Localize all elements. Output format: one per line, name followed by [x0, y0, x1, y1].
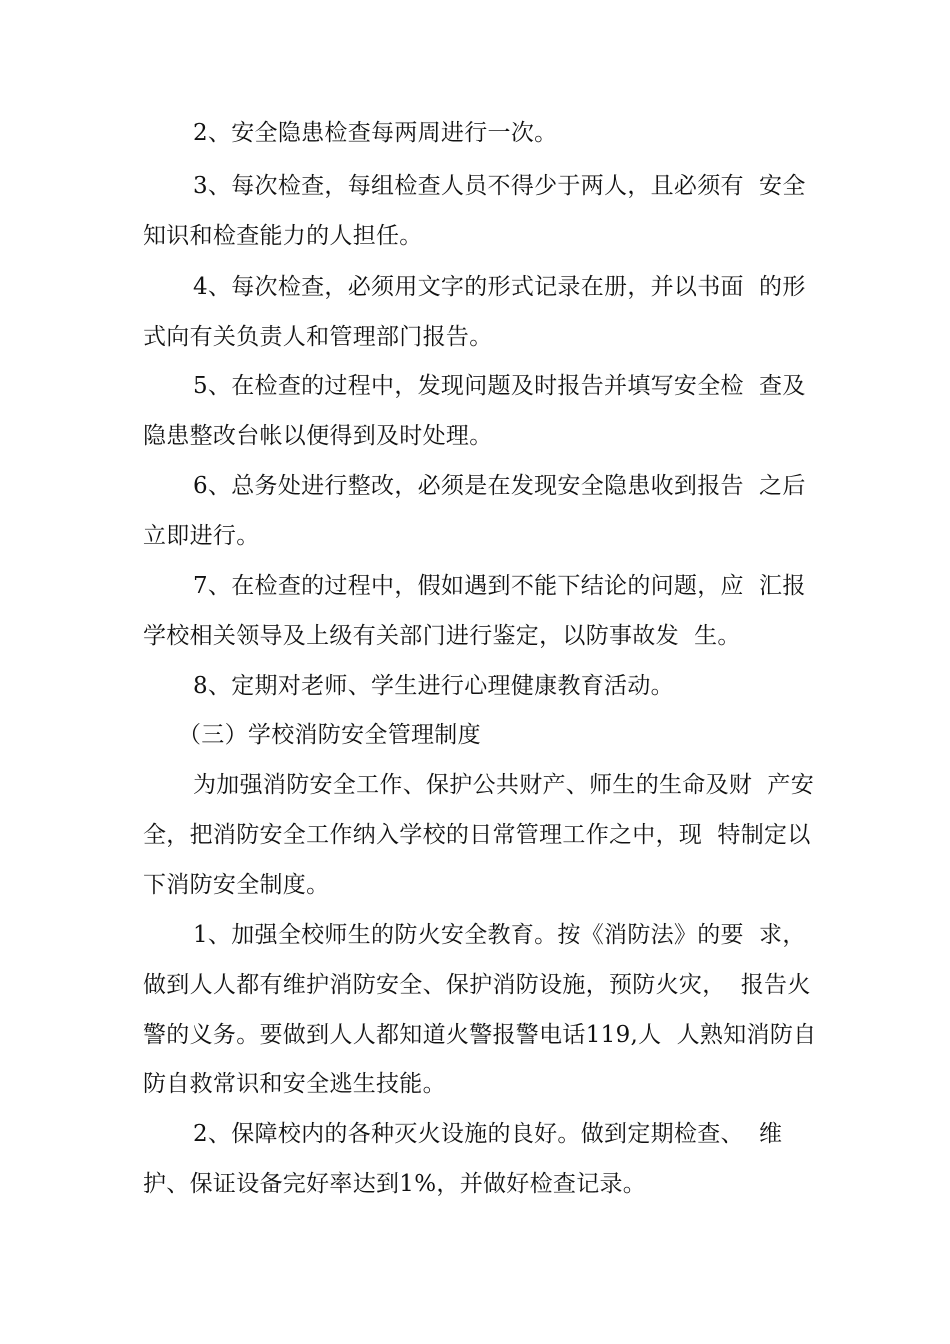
text-line: 式向有关负责人和管理部门报告。 — [143, 324, 493, 350]
text-line: 4、每次检查，必须用文字的形式记录在册，并以书面 的形 — [193, 274, 806, 300]
text-line: 警的义务。要做到人人都知道火警报警电话119,人 人熟知消防自 — [143, 1022, 817, 1048]
text-line: 做到人人都有维护消防安全、保护消防设施，预防火灾， 报告火 — [143, 972, 811, 998]
section-heading: （三）学校消防安全管理制度 — [178, 722, 481, 748]
text-line: 1、加强全校师生的防火安全教育。按《消防法》的要 求， — [193, 922, 806, 948]
text-line: 防自救常识和安全逃生技能。 — [143, 1071, 446, 1097]
text-line: 隐患整改台帐以便得到及时处理。 — [143, 423, 493, 449]
text-line: 6、总务处进行整改，必须是在发现安全隐患收到报告 之后 — [193, 473, 806, 499]
text-line: 全，把消防安全工作纳入学校的日常管理工作之中，现 特制定以 — [143, 822, 811, 848]
text-line: 3、每次检查，每组检查人员不得少于两人，且必须有 安全 — [193, 173, 806, 199]
text-line: 5、在检查的过程中，发现问题及时报告并填写安全检 查及 — [193, 373, 806, 399]
text-line: 下消防安全制度。 — [143, 872, 330, 898]
text-line: 2、保障校内的各种灭火设施的良好。做到定期检查、 维 — [193, 1121, 783, 1147]
text-line: 知识和检查能力的人担任。 — [143, 223, 423, 249]
text-line: 立即进行。 — [143, 523, 260, 549]
text-line: 7、在检查的过程中，假如遇到不能下结论的问题，应 汇报 — [193, 573, 806, 599]
text-line: 8、定期对老师、学生进行心理健康教育活动。 — [193, 673, 674, 699]
text-line: 为加强消防安全工作、保护公共财产、师生的生命及财 产安 — [193, 772, 815, 798]
text-line: 护、保证设备完好率达到1%，并做好检查记录。 — [143, 1171, 647, 1197]
text-line: 学校相关领导及上级有关部门进行鉴定，以防事故发 生。 — [143, 623, 741, 649]
text-line: 2、安全隐患检查每两周进行一次。 — [193, 120, 558, 146]
